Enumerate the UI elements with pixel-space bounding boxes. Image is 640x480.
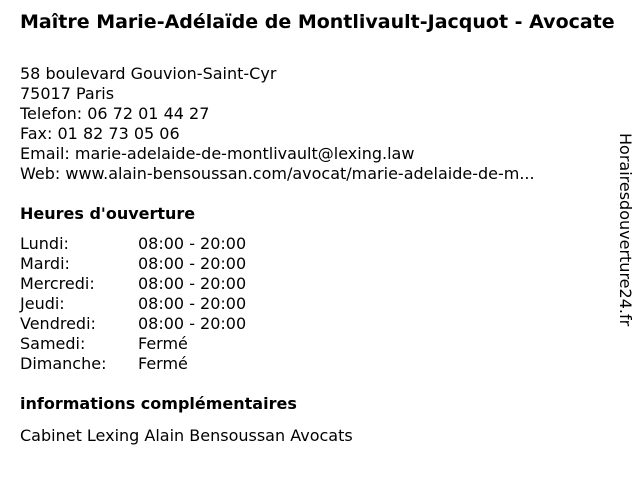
- fax-line: [20, 124, 590, 144]
- phone-line: [20, 104, 590, 124]
- street-address: 58 boulevard Gouvion-Saint-Cyr: [20, 64, 277, 83]
- city-postcode: 75017 Paris: [20, 84, 115, 103]
- contact-block: [20, 64, 590, 184]
- hours-day: Dimanche:: [20, 354, 107, 373]
- hours-row-friday: [20, 314, 246, 334]
- hours-time: 08:00 - 20:00: [138, 314, 247, 333]
- hours-row-monday: [20, 234, 246, 254]
- additional-info-text: Cabinet Lexing Alain Bensoussan Avocats: [20, 426, 353, 445]
- opening-hours-heading: Heures d'ouverture: [20, 204, 196, 223]
- web-line: [20, 164, 590, 184]
- hours-day: Lundi:: [20, 234, 69, 253]
- fax-label: Fax:: [20, 124, 53, 143]
- hours-day: Mercredi:: [20, 274, 95, 293]
- additional-info-heading: informations complémentaires: [20, 394, 297, 413]
- hours-row-saturday: [20, 334, 246, 354]
- hours-time: Fermé: [138, 334, 188, 353]
- phone-label: Telefon:: [20, 104, 83, 123]
- hours-row-wednesday: [20, 274, 246, 294]
- hours-row-sunday: [20, 354, 246, 374]
- hours-time: 08:00 - 20:00: [138, 254, 247, 273]
- phone-link[interactable]: 06 72 01 44 27: [87, 104, 210, 123]
- hours-row-thursday: [20, 294, 246, 314]
- web-label: Web:: [20, 164, 61, 183]
- hours-row-tuesday: [20, 254, 246, 274]
- hours-time: 08:00 - 20:00: [138, 294, 247, 313]
- site-watermark: Horairesdouverture24.fr: [616, 133, 635, 327]
- fax-number: 01 82 73 05 06: [57, 124, 180, 143]
- hours-day: Vendredi:: [20, 314, 96, 333]
- page-title: Maître Marie-Adélaïde de Montlivault-Jacquot - Avocate: [20, 11, 615, 33]
- hours-day: Samedi:: [20, 334, 86, 353]
- hours-day: Mardi:: [20, 254, 70, 273]
- opening-hours-table: [20, 234, 246, 374]
- email-line: [20, 144, 590, 164]
- hours-time: Fermé: [138, 354, 188, 373]
- website-link[interactable]: www.alain-bensoussan.com/avocat/marie-adelaide-de-m...: [65, 164, 535, 183]
- email-label: Email:: [20, 144, 70, 163]
- hours-day: Jeudi:: [20, 294, 65, 313]
- email-link[interactable]: marie-adelaide-de-montlivault@lexing.law: [74, 144, 415, 163]
- hours-time: 08:00 - 20:00: [138, 274, 247, 293]
- hours-time: 08:00 - 20:00: [138, 234, 247, 253]
